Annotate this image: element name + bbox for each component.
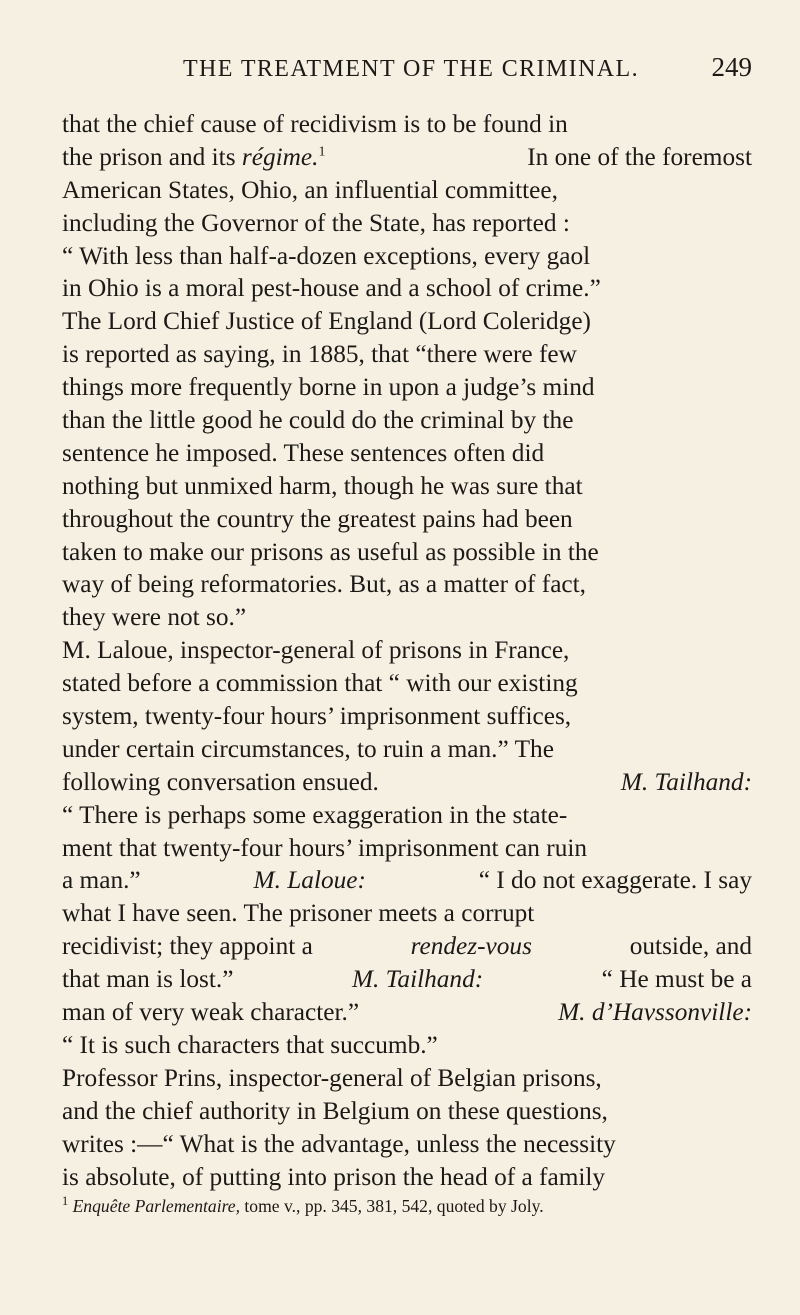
- text-line: what I have seen. The prisoner meets a corrupt: [62, 899, 535, 928]
- speaker-name: M. Tailhand:: [351, 965, 484, 994]
- text-line: is absolute, of putting into prison the head of a family: [62, 1162, 606, 1191]
- text-line: is reported as saying, in 1885, that “there were few: [62, 340, 577, 369]
- footnote: [62, 1195, 752, 1217]
- text-line: American States, Ohio, an influential committee,: [62, 175, 558, 204]
- footnote-reference: 1: [318, 144, 326, 160]
- footnote-marker: 1: [62, 1194, 69, 1209]
- text-line: they were not so.”: [62, 603, 247, 632]
- text-line: The Lord Chief Justice of England (Lord Coleridge): [62, 307, 591, 336]
- italic-term: rendez-vous: [410, 932, 532, 961]
- footnote-text: tome v., pp. 345, 381, 542, quoted by Joly.: [244, 1196, 544, 1217]
- speaker-name: M. Laloue:: [253, 866, 366, 895]
- text-line: things more frequently borne in upon a judge’s mind: [62, 373, 595, 402]
- page-header: [62, 52, 752, 108]
- text-line: including the Governor of the State, has reported :: [62, 208, 570, 237]
- speaker-name: M. d’Havssonville:: [558, 998, 752, 1027]
- text-line: that man is lost.” M. Tailhand: “ He must be a: [62, 963, 752, 996]
- text-line: a man.” M. Laloue: “ I do not exaggerate. I say: [62, 864, 752, 897]
- text-line: following conversation ensued. M. Tailhand:: [62, 766, 752, 799]
- page-number: 249: [711, 52, 752, 82]
- text-line: way of being reformatories. But, as a matter of fact,: [62, 570, 587, 599]
- text-line: and the chief authority in Belgium on these questions,: [62, 1096, 608, 1125]
- speaker-name: M. Tailhand:: [620, 767, 752, 796]
- running-title: THE TREATMENT OF THE CRIMINAL.: [183, 56, 639, 82]
- text-line: “ With less than half-a-dozen exceptions, every gaol: [62, 241, 591, 270]
- text-line: than the little good he could do the criminal by the: [62, 406, 574, 435]
- text-line: the prison and its régime.$^1$ In one of the foremost: [62, 141, 752, 174]
- text-line: sentence he imposed. These sentences often did: [62, 438, 545, 467]
- text-line: man of very weak character.” M. d’Havssonville:: [62, 996, 752, 1029]
- text-line: under certain circumstances, to ruin a man.” The: [62, 734, 554, 763]
- text-line: that the chief cause of recidivism is to be found in: [62, 110, 568, 138]
- text-line: nothing but unmixed harm, though he was sure that: [62, 471, 583, 500]
- body-text: [62, 108, 752, 1193]
- text-line: in Ohio is a moral pest-house and a school of crime.”: [62, 274, 601, 303]
- text-line: ment that twenty-four hours’ imprisonment can ruin: [62, 833, 588, 862]
- book-page: [62, 52, 752, 1217]
- text-line: Professor Prins, inspector-general of Belgian prisons,: [62, 1063, 602, 1092]
- text-line: “ There is perhaps some exaggeration in the state-: [62, 800, 568, 829]
- text-line: M. Laloue, inspector-general of prisons in France,: [62, 636, 570, 665]
- italic-term: régime.: [241, 142, 319, 171]
- text-line: throughout the country the greatest pains had been: [62, 504, 573, 533]
- footnote-title: Enquête Parlementaire,: [72, 1196, 240, 1217]
- text-line: taken to make our prisons as useful as possible in the: [62, 537, 599, 566]
- text-line: “ It is such characters that succumb.”: [62, 1030, 438, 1059]
- text-line: recidivist; they appoint a rendez-vous outside, and: [62, 930, 752, 963]
- text-line: stated before a commission that “ with our existing: [62, 669, 578, 698]
- text-line: writes :—“ What is the advantage, unless the necessity: [62, 1129, 616, 1158]
- text-line: system, twenty-four hours’ imprisonment suffices,: [62, 702, 572, 731]
